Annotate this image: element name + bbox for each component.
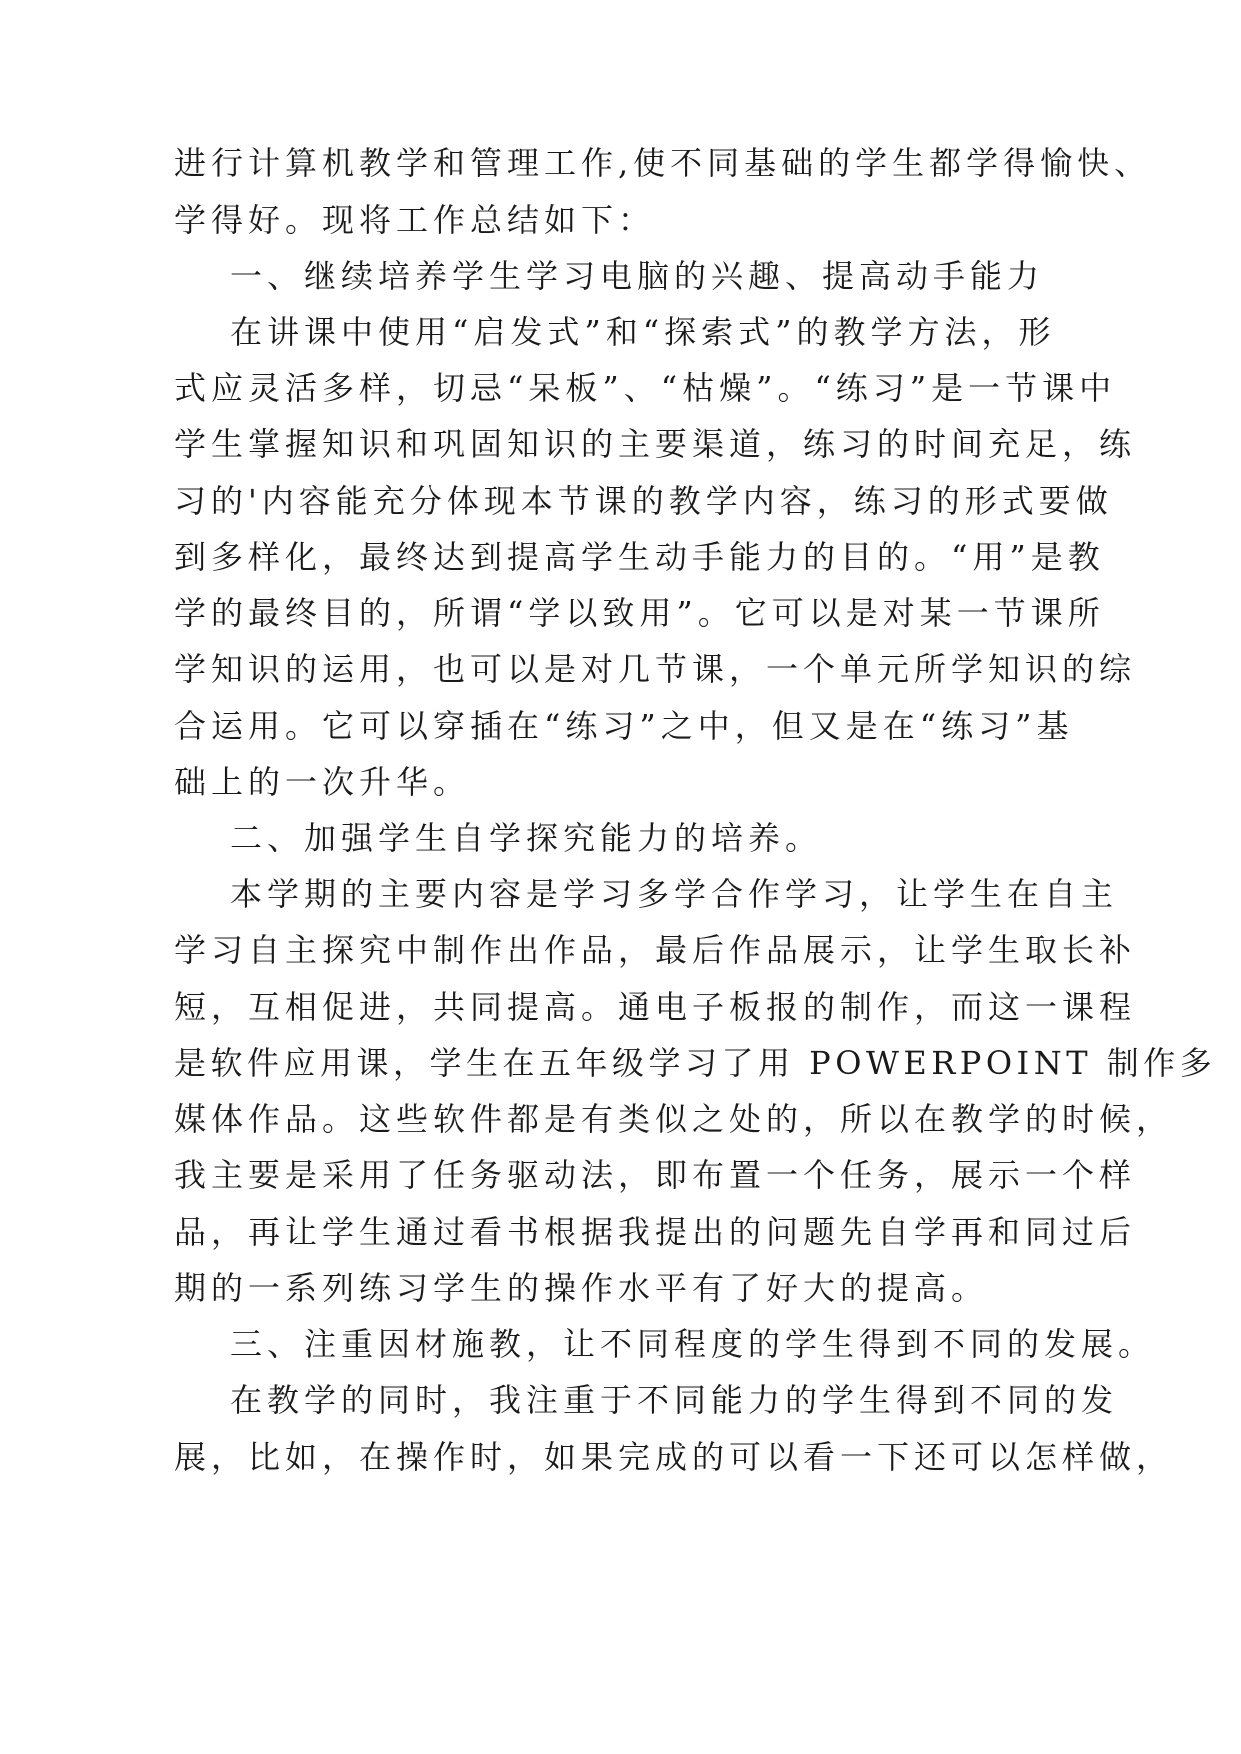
text-line [0,537,1241,577]
text-line [0,1043,1241,1083]
text-line [0,1380,1241,1420]
text-line [0,200,1241,240]
section-heading [0,256,1241,296]
text-line [0,1155,1241,1195]
line-text: 在教学的同时，我注重于不同能力的学生得到不同的发 [230,1381,1119,1419]
text-line [0,368,1241,408]
text-line [0,987,1241,1027]
line-text: 三、注重因材施教，让不同程度的学生得到不同的发展。 [230,1325,1156,1363]
line-text: 学得好。现将工作总结如下： [174,201,656,239]
line-text: 品，再让学生通过看书根据我提出的问题先自学再和同过后 [174,1213,1137,1251]
text-line [0,1099,1241,1139]
line-text: 学知识的运用，也可以是对几节课，一个单元所学知识的综 [174,650,1137,688]
text-line [0,1268,1241,1308]
text-line [0,762,1241,802]
line-text: 是软件应用课，学生在五年级学习了用 POWERPOINT 制作多 [174,1044,1217,1082]
line-text: 本学期的主要内容是学习多学合作学习，让学生在自主 [230,875,1119,913]
line-text: 二、加强学生自学探究能力的培养。 [230,819,823,857]
text-line [0,706,1241,746]
text-line [0,593,1241,633]
text-line [0,312,1241,352]
line-text: 式应灵活多样，切忌“呆板”、“枯燥”。“练习”是一节课中 [174,369,1117,407]
line-text: 到多样化，最终达到提高学生动手能力的目的。“用”是教 [174,538,1105,576]
line-text: 我主要是采用了任务驱动法，即布置一个任务，展示一个样 [174,1156,1137,1194]
line-text: 础上的一次升华。 [174,763,471,801]
line-text: 展，比如，在操作时，如果完成的可以看一下还可以怎样做， [174,1438,1174,1476]
line-text: 一、继续培养学生学习电脑的兴趣、提高动手能力 [230,257,1045,295]
text-line [0,930,1241,970]
text-line [0,424,1241,464]
section-heading [0,818,1241,858]
text-line [0,1212,1241,1252]
text-line [0,143,1241,183]
line-text: 学生掌握知识和巩固知识的主要渠道，练习的时间充足，练 [174,425,1137,463]
text-line [0,481,1241,521]
text-line [0,649,1241,689]
text-line [0,874,1241,914]
line-text: 学的最终目的，所谓“学以致用”。它可以是对某一节课所 [174,594,1105,632]
line-text: 进行计算机教学和管理工作,使不同基础的学生都学得愉快、 [174,144,1152,182]
line-text: 媒体作品。这些软件都是有类似之处的，所以在教学的时候， [174,1100,1174,1138]
line-text: 习的'内容能充分体现本节课的教学内容，练习的形式要做 [174,482,1113,520]
line-text: 学习自主探究中制作出作品，最后作品展示，让学生取长补 [174,931,1137,969]
text-line [0,1437,1241,1477]
line-text: 短，互相促进，共同提高。通电子板报的制作，而这一课程 [174,988,1137,1026]
line-text: 合运用。它可以穿插在“练习”之中，但又是在“练习”基 [174,707,1074,745]
line-text: 在讲课中使用“启发式”和“探索式”的教学方法，形 [230,313,1056,351]
line-text: 期的一系列练习学生的操作水平有了好大的提高。 [174,1269,989,1307]
section-heading [0,1324,1241,1364]
